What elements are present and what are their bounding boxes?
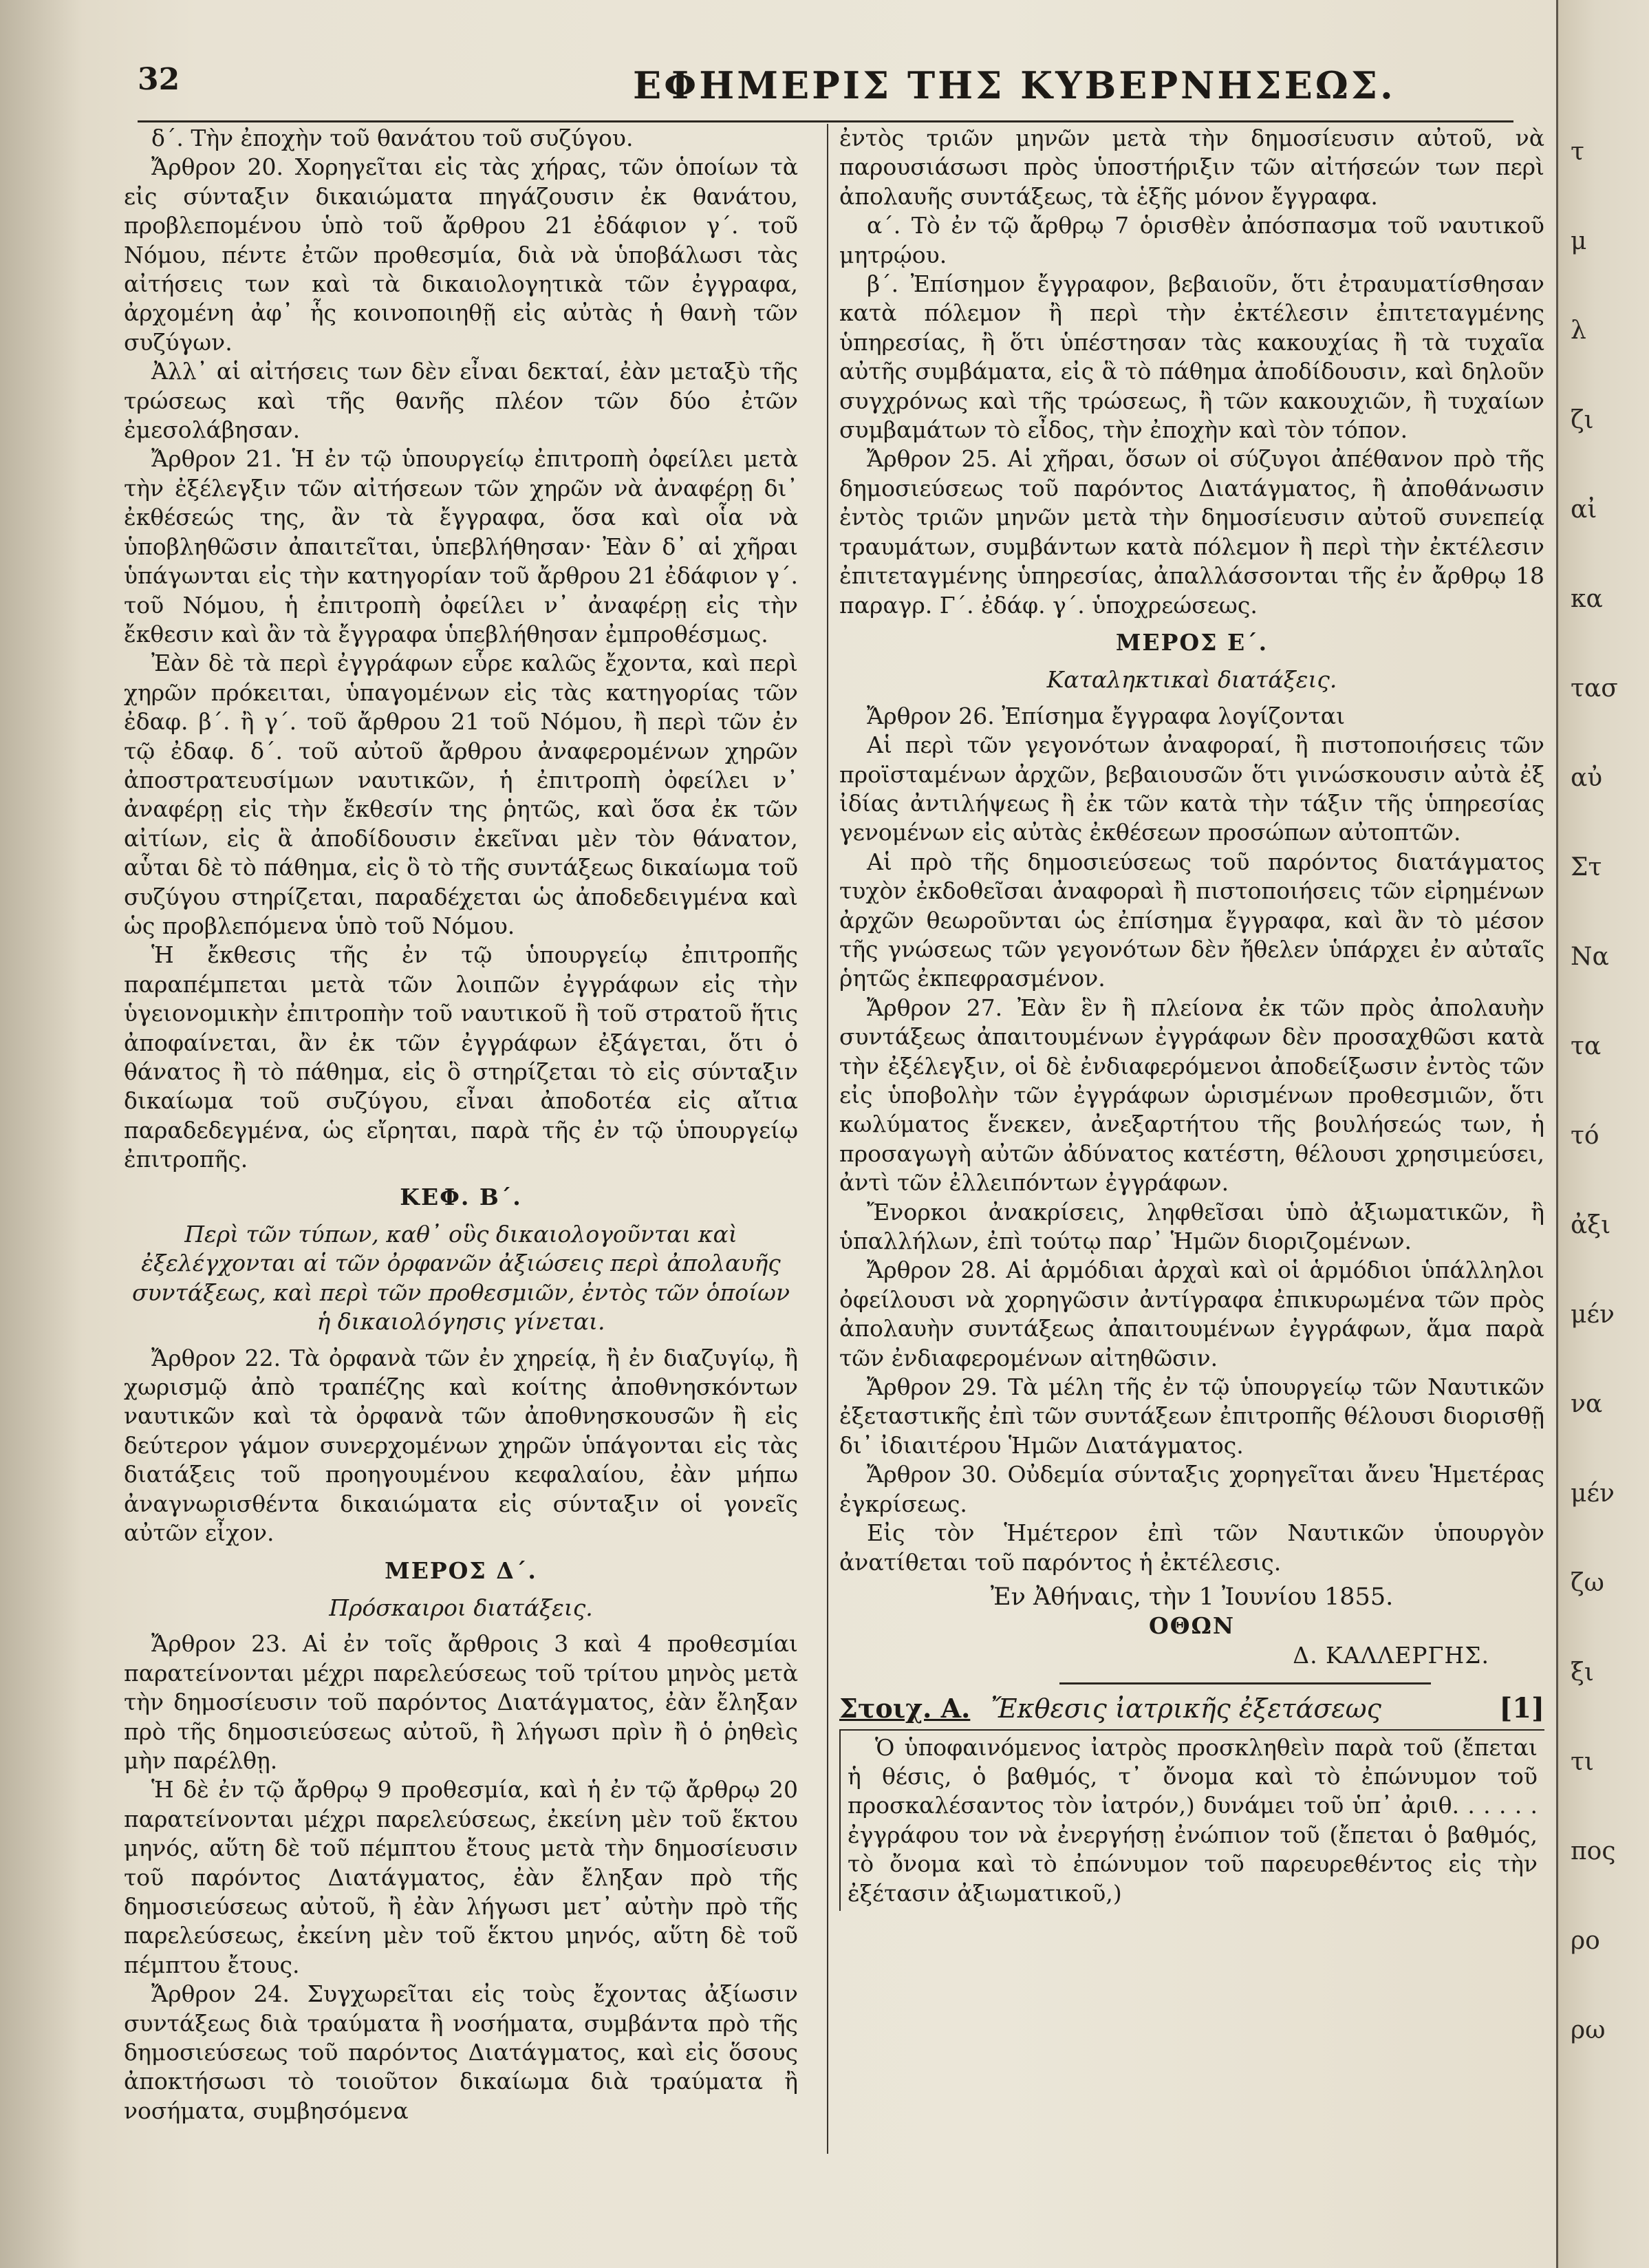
edge-text-fragment: ρω [1571,2016,1606,2044]
paragraph: Ἄρθρον 24. Συγχωρεῖται εἰς τοὺς ἔχοντας ἀξίωσιν συντάξεως διὰ τραύματα ἢ νοσήματα, συμβάντα πρὸ τῆς δημοσιεύσεως τοῦ παρόντος Διατάγματος, καὶ εἰς ὅσους ἀποκτήσωσι τὸ τοιοῦτον δικαίωμα διὰ τραύματα ἢ νοσήματα, συμβησόμενα [124,1980,798,2124]
header-rule [138,120,1513,122]
paragraph: Ἄρθρον 30. Οὐδεμία σύνταξις χορηγεῖται ἄνευ Ἡμετέρας ἐγκρίσεως. [839,1461,1544,1517]
paragraph: Ἄρθρον 21. Ἡ ἐν τῷ ὑπουργείῳ ἐπιτροπὴ ὀφείλει μετὰ τὴν ἐξέλεγξιν τῶν αἰτήσεων τῶν χηρῶν νὰ ἀναφέρῃ δι᾽ ἐκθέσεώς της, ἂν τὰ ἔγγραφα, ὅσα καὶ οἷα νὰ ὑποβληθῶσιν ἀπαιτεῖται, ὑπεβλήθησαν· Ἐὰν δ᾽ αἱ χῆραι ὑπάγωνται εἰς τὴν κατηγορίαν τοῦ ἄρθρου 21 ἐδάφιον γ΄. τοῦ Νόμου, ἡ ἐπιτροπὴ ὀφείλει ν᾽ ἀναφέρῃ εἰς τὴν ἔκθεσιν καὶ ἂν τὰ ἔγγραφα ὑπεβλήθησαν ἐμπροθέσμως. [124,445,798,648]
paragraph: Ἄρθρον 26. Ἐπίσημα ἔγγραφα λογίζονται [867,702,1346,729]
edge-text-fragment: Στ [1571,853,1602,881]
edge-text-fragment: ἀξι [1571,1211,1611,1239]
edge-text-fragment: ξι [1571,1658,1594,1687]
edge-text-fragment: μέν [1571,1479,1615,1508]
edge-text-fragment: τι [1571,1748,1595,1776]
paragraph: ἐντὸς τριῶν μηνῶν μετὰ τὴν δημοσίευσιν αὐτοῦ, νὰ παρουσιάσωσι πρὸς ὑποστήριξιν τῶν αἰτήσεών των περὶ ἀπολαυῆς συντάξεως, τὰ ἑξῆς μόνον ἔγγραφα. [839,125,1544,210]
left-column [124,124,798,2126]
page-number: 32 [138,62,180,97]
edge-text-fragment: ζω [1571,1569,1604,1597]
form-body: Ὁ ὑποφαινόμενος ἰατρὸς προσκληθεὶν παρὰ τοῦ (ἔπεται ἡ θέσις, ὁ βαθμός, τ᾽ ὄνομα καὶ τὸ ἐπώνυμον τοῦ προσκαλέσαντος τὸν ἰατρόν,) δυνάμει τοῦ ὑπ᾽ ἀριθ. . . . . . ἐγγράφου τον νὰ ἐνεργήσῃ ἐνώπιον τοῦ (ἔπεται ὁ βαθμός, τὸ ὄνομα καὶ τὸ ἐπώνυμον τοῦ παρευρεθέντος εἰς τὴν ἐξέτασιν ἀξιωματικοῦ,) [848,1733,1538,1907]
paragraph: Ἄρθρον 25. Αἱ χῆραι, ὅσων οἱ σύζυγοι ἀπέθανον πρὸ τῆς δημοσιεύσεως τοῦ παρόντος Διατάγματος, ἢ ἀποθάνωσιν ἐντὸς τριῶν μηνῶν μετὰ τὴν δημοσίευσιν αὐτοῦ συνεπείᾳ τραυμάτων, συμβάντων κατὰ πόλεμον ἢ περὶ τὴν ἐκτέλεσιν ἐπιτεταγμένης ὑπηρεσίας, ἀπαλλάσσονται τῆς ἐν ἄρθρῳ 18 παραγρ. Γ΄. ἐδάφ. γ΄. ὑποχρεώσεως. [839,445,1544,619]
paragraph: Ἄρθρον 20. Χορηγεῖται εἰς τὰς χήρας, τῶν ὁποίων τὰ εἰς σύνταξιν δικαιώματα πηγάζουσιν ἐκ θανάτου, προβλεπομένου ὑπὸ τοῦ ἄρθρου 21 ἐδάφιον γ΄. τοῦ Νόμου, πέντε ἐτῶν προθεσμία, διὰ νὰ ὑποβάλωσι τὰς αἰτήσεις των καὶ τὰ δικαιολογητικὰ τῶν ἐγγραφα, ἀρχομένη ἀφ᾽ ἧς κοινοποιηθῇ εἰς αὐτὰς ἡ θανὴ τῶν συζύγων. [124,153,798,356]
section-subheading: Περὶ τῶν τύπων, καθ᾽ οὓς δικαιολογοῦνται καὶ ἐξελέγχονται αἱ τῶν ὀρφανῶν ἀξιώσεις περὶ ἀπολαυῆς συντάξεως, καὶ περὶ τῶν προθεσμιῶν, ἐντὸς τῶν ὁποίων ἡ δικαιολόγησις γίνεται. [131,1221,790,1336]
section-subheading: Πρόσκαιροι διατάξεις. [329,1594,593,1621]
edge-text-fragment: τό [1571,1122,1599,1150]
right-column-body [839,124,1544,1577]
paragraph: Ἄρθρον 22. Τὰ ὀρφανὰ τῶν ἐν χηρείᾳ, ἢ ἐν διαζυγίῳ, ἢ χωρισμῷ ἀπὸ τραπέζης καὶ κοίτης ἀποθνησκόντων ναυτικῶν καὶ τὰ ὀρφανὰ τῶν ἀποθνησκουσῶν ἢ εἰς δεύτερον γάμον συνερχομένων χηρῶν ὑπάγονται εἰς τὰς διατάξεις τοῦ προηγουμένου κεφαλαίου, ἐὰν μήπω ἀναγνωρισθέντα δικαιώματα εἰς σύνταξιν οἱ γονεῖς αὐτῶν εἶχον. [124,1344,798,1547]
paragraph: α΄. Τὸ ἐν τῷ ἄρθρῳ 7 ὁρισθὲν ἀπόσπασμα τοῦ ναυτικοῦ μητρῴου. [839,212,1544,268]
edge-text-fragment: ρο [1571,1927,1600,1955]
paragraph: β΄. Ἐπίσημον ἔγγραφον, βεβαιοῦν, ὅτι ἐτραυματίσθησαν κατὰ πόλεμον ἢ περὶ τὴν ἐκτέλεσιν ἐπιτεταγμένης ὑπηρεσίας, ἢ ὅτι ὑπέστησαν τὰς κακουχίας ἢ τὰ τυχαῖα αὐτῆς συμβάματα, εἰς ἃ τὸ πάθημα ἀποδίδουσιν, καὶ δηλοῦν συγχρόνως καὶ τῆς τρώσεως, ἢ τῶν κακουχιῶν, ἢ τυχαίων συμβαμάτων τὸ εἶδος, τὴν ἐποχὴν καὶ τὸν τόπον. [839,270,1544,444]
paragraph: δ΄. Τὴν ἐποχὴν τοῦ θανάτου τοῦ συζύγου. [151,125,634,151]
form-box [839,1729,1544,1911]
form-title: Ἔκθεσις ἰατρικῆς ἐξετάσεως [991,1693,1381,1724]
edge-text-fragment: τ [1571,138,1584,166]
paragraph: Αἱ πρὸ τῆς δημοσιεύσεως τοῦ παρόντος διατάγματος τυχὸν ἐκδοθεῖσαι ἀναφοραὶ ἢ πιστοποιήσεις τῶν εἰρημένων ἀρχῶν θεωροῦνται ὡς ἐπίσημα ἔγγραφα, καὶ ἂν τὸ μέσον τῆς γνώσεως τῶν γεγονότων δὲν ἤθελεν ὑπάρχει ἐν αὐταῖς ῥητῶς ἐκπεφρασμένον. [839,848,1544,992]
form-mark: [1] [1499,1692,1544,1725]
edge-text-fragment: κα [1571,585,1603,613]
column-divider [827,124,828,2154]
paragraph: Ἀλλ᾽ αἱ αἰτήσεις των δὲν εἶναι δεκταί, ἐὰν μεταξὺ τῆς τρώσεως καὶ τῆς θανῆς πλέον τῶν δύο ἐτῶν ἐμεσολάβησαν. [124,358,798,444]
edge-text-fragment: μέν [1571,1301,1615,1329]
paragraph: Ἄρθρον 28. Αἱ ἁρμόδιαι ἀρχαὶ καὶ οἱ ἁρμόδιοι ὑπάλληλοι ὀφείλουσι νὰ χορηγῶσιν ἀντίγραφα ἐπικυρωμένα τῶν πρὸς ἀπολαυὴν συντάξεως ἀπαιτουμένων ἐγγράφων, ἅμα παρὰ τῶν ἐνδιαφερομένων αἰτηθῶσιν. [839,1256,1544,1371]
edge-text-fragment: αἰ [1571,495,1597,524]
section-subheading: Καταληκτικαὶ διατάξεις. [1046,666,1337,694]
section-heading: ΜΕΡΟΣ Ε΄. [1115,628,1269,656]
paragraph: Ἐὰν δὲ τὰ περὶ ἐγγράφων εὗρε καλῶς ἔχοντα, καὶ περὶ χηρῶν πρόκειται, ὑπαγομένων εἰς τὰς κατηγορίας τῶν ἐδαφ. β΄. ἢ γ΄. τοῦ ἄρθρου 21 τοῦ Νόμου, ἢ περὶ τῶν ἐν τῷ ἐδαφ. δ΄. τοῦ αὐτοῦ ἄρθρου ἀναφερομένων χηρῶν ἀποστρατευσίμων ναυτικῶν, ἡ ἐπιτροπὴ ὀφείλει ν᾽ ἀναφέρῃ εἰς τὴν ἔκθεσίν της ῥητῶς, καὶ ὅσα ἐκ τῶν αἰτίων, εἰς ἃ ἀποδίδουσιν ἐκεῖναι μὲν τὸν θάνατον, αὗται δὲ τὸ πάθημα, εἰς ὃ τὸ τῆς συντάξεως δικαίωμα τοῦ συζύγου στηρίζεται, παραδέχεται ὡς ἀποδεδειγμένα καὶ ὡς προβλεπόμενα ὑπὸ τοῦ Νόμου. [124,650,798,939]
edge-text-fragment: τασ [1571,674,1618,703]
edge-text-fragment: τα [1571,1032,1602,1060]
form-label: Στοιχ. Α. [839,1693,971,1724]
paragraph: Ἄρθρον 29. Τὰ μέλη τῆς ἐν τῷ ὑπουργείῳ τῶν Ναυτικῶν ἐξεταστικῆς ἐπὶ τῶν συντάξεων ἐπιτροπῆς θέλουσι διορισθῇ δι᾽ ἰδιαιτέρου Ἡμῶν Διατάγματος. [839,1373,1544,1459]
paragraph: Ἡ δὲ ἐν τῷ ἄρθρῳ 9 προθεσμία, καὶ ἡ ἐν τῷ ἄρθρῳ 20 παρατείνονται μέχρι παρελεύσεως, ἐκείνη μὲν τοῦ ἕκτου μηνός, αὕτη δὲ τοῦ πέμπτου ἔτους μετὰ τὴν δημοσίευσιν τοῦ παρόντος Διατάγματος, ἐὰν ἔληξαν πρὸ τῆς δημοσιεύσεως αὐτοῦ, ἢ ἐὰν λήγωσι μετ᾽ αὐτὴν πρὸ τῆς παρελεύσεως, ἐκείνη μὲν τοῦ ἕκτου μηνός, αὕτη δὲ τοῦ πέμπτου ἔτους. [124,1776,798,1978]
paragraph: Ἡ ἔκθεσις τῆς ἐν τῷ ὑπουργείῳ ἐπιτροπῆς παραπέμπεται μετὰ τῶν λοιπῶν ἐγγράφων εἰς τὴν ὑγειονομικὴν ἐπιτροπὴν τοῦ ναυτικοῦ ἢ τοῦ στρατοῦ ἥτις ἀποφαίνεται, ἂν ἐκ τῶν ἐγγράφων ἐξάγεται, ὅτι ὁ θάνατος ἢ τὸ πάθημα, εἰς ὃ στηρίζεται τὸ εἰς σύνταξιν δικαίωμα τοῦ συζύγου, εἶναι ἀποδοτέα εἰς αἴτια παραδεδεγμένα, ὡς εἴρηται, παρὰ τῆς ἐν τῷ ὑπουργείῳ ἐπιτροπῆς. [124,941,798,1173]
edge-text-fragment: να [1571,1390,1603,1418]
binding-shadow [0,0,83,2268]
paragraph: Ἔνορκοι ἀνακρίσεις, ληφθεῖσαι ὑπὸ ἀξιωματικῶν, ἢ ὑπαλλήλων, ἐπὶ τούτῳ παρ᾽ Ἡμῶν διοριζομένων. [839,1198,1544,1255]
edge-text-fragment: λ [1571,317,1586,345]
edge-text-fragment: αὐ [1571,764,1603,792]
king-signature: ΟΘΩΝ [1148,1612,1236,1640]
form-heading [839,1694,1544,1723]
section-heading: ΚΕΦ. Β΄. [400,1183,522,1210]
paragraph: Ἄρθρον 27. Ἐὰν ἓν ἢ πλείονα ἐκ τῶν πρὸς ἀπολαυὴν συντάξεως ἀπαιτουμένων ἐγγράφων δὲν προσαχθῶσι κατὰ τὴν ἐξέλεγξιν, οἱ δὲ ἐνδιαφερόμενοι ἀποδείξωσιν ἐντὸς τῶν εἰς ὑποβολὴν τῶν ἐγγράφων ὡρισμένων προθεσμιῶν, ὅτι κωλύματος ἕνεκεν, ἀνεξαρτήτου τῆς βουλήσεώς των, ἡ προσαγωγὴ αὐτῶν ἀδύνατος κατέστη, θέλουσι χρησιμεύσει, ἀντὶ τῶν ἐλλειπόντων ἐγγράφων. [839,994,1544,1197]
adjacent-page-edge [1556,0,1649,2268]
section-heading: ΜΕΡΟΣ Δ΄. [385,1556,537,1584]
page-header [138,48,1513,110]
section-rule [1059,1682,1431,1684]
minister-signature: Δ. ΚΑΛΛΕΡΓΗΣ. [1293,1641,1489,1669]
right-column [839,124,1544,1911]
paragraph: Αἱ περὶ τῶν γεγονότων ἀναφοραί, ἢ πιστοποιήσεις τῶν προϊσταμένων ἀρχῶν, βεβαιουσῶν ὅτι γινώσκουσιν αὐτὰ ἐξ ἰδίας ἀντιλήψεως ἢ ἐκ τῶν κατὰ τὴν τάξιν τῆς ὑπηρεσίας γενομένων εἰς αὐτὰς ἐκθέσεων προσώπων αὐτοπτῶν. [839,731,1544,846]
edge-text-fragment: ζι [1571,406,1594,434]
edge-text-fragment: Να [1571,943,1609,971]
edge-text-fragment: πος [1571,1837,1616,1865]
running-title: ΕΦΗΜΕΡΙΣ ΤΗΣ ΚΥΒΕΡΝΗΣΕΩΣ. [633,63,1396,107]
paragraph: Εἰς τὸν Ἡμέτερον ἐπὶ τῶν Ναυτικῶν ὑπουργὸν ἀνατίθεται τοῦ παρόντος ἡ ἐκτέλεσις. [839,1519,1544,1576]
date-line: Ἐν Ἀθήναις, τὴν 1 Ἰουνίου 1855. [990,1583,1394,1611]
paragraph: Ἄρθρον 23. Αἱ ἐν τοῖς ἄρθροις 3 καὶ 4 προθεσμίαι παρατείνονται μέχρι παρελεύσεως τοῦ τρίτου μηνὸς μετὰ τὴν δημοσίευσιν τοῦ παρόντος Διατάγματος, ἐὰν ἔληξαν πρὸ τῆς δημοσιεύσεως αὐτοῦ, ἢ λήγωσι πρὶν ἢ ὁ ῥηθεὶς μὴν παρέλθῃ. [124,1630,798,1774]
edge-text-fragment: μ [1571,227,1587,255]
